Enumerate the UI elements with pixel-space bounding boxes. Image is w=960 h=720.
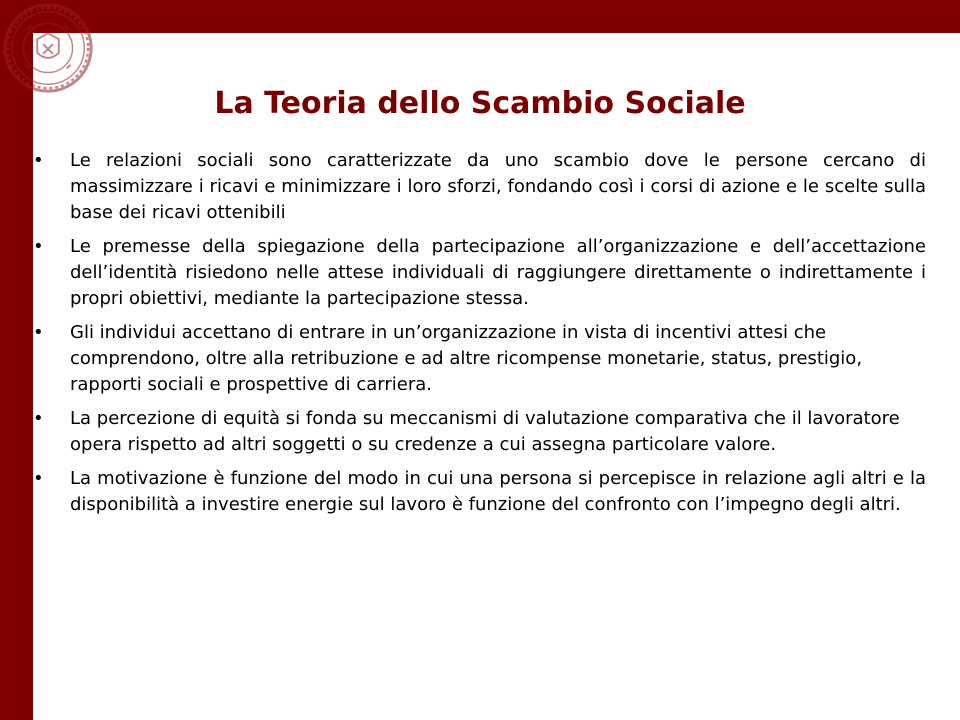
bullet-text: La percezione di equità si fonda su meccanismi di valutazione comparativa che il lavoratore opera rispetto ad altri soggetti o su credenze a cui assegna particolare valore. xyxy=(70,408,900,455)
bullet-item xyxy=(30,466,926,518)
bullet-text: Le premesse della spiegazione della partecipazione all’organizzazione e dell’accettazione dell’identità risiedono nelle attese individuali di raggiungere direttamente o indirettamente i propri obiettivi, mediante la partecipazione stessa. xyxy=(70,236,926,309)
bullet-dot: • xyxy=(33,150,44,171)
bullet-text: Le relazioni sociali sono caratterizzate da uno scambio dove le persone cercano di massimizzare i ricavi e minimizzare i loro sforzi, fondando così i corsi di azione e le scelte sulla base dei ricavi ottenibili xyxy=(70,150,926,223)
left-frame-bar xyxy=(0,0,33,720)
bullet-dot: • xyxy=(33,236,44,257)
bullet-dot: • xyxy=(33,408,44,429)
bullet-text: Gli individui accettano di entrare in un’organizzazione in vista di incentivi attesi che comprendono, oltre alla retribuzione e ad altre ricompense monetarie, status, prestigio, rapporti sociali e prospettive di carriera. xyxy=(70,322,863,395)
bullet-item xyxy=(30,320,926,398)
university-seal-icon xyxy=(0,0,98,98)
bullet-item xyxy=(30,406,926,458)
bullet-item xyxy=(30,148,926,226)
bullet-dot: • xyxy=(33,322,44,343)
slide-title: La Teoria dello Scambio Sociale xyxy=(214,86,746,121)
bullet-list xyxy=(30,148,926,526)
top-frame-bar xyxy=(0,0,960,33)
bullet-dot: • xyxy=(33,468,44,489)
bullet-item xyxy=(30,234,926,312)
bullet-text: La motivazione è funzione del modo in cui una persona si percepisce in relazione agli altri e la disponibilità a investire energie sul lavoro è funzione del confronto con l’impegno degli altri. xyxy=(70,468,926,515)
